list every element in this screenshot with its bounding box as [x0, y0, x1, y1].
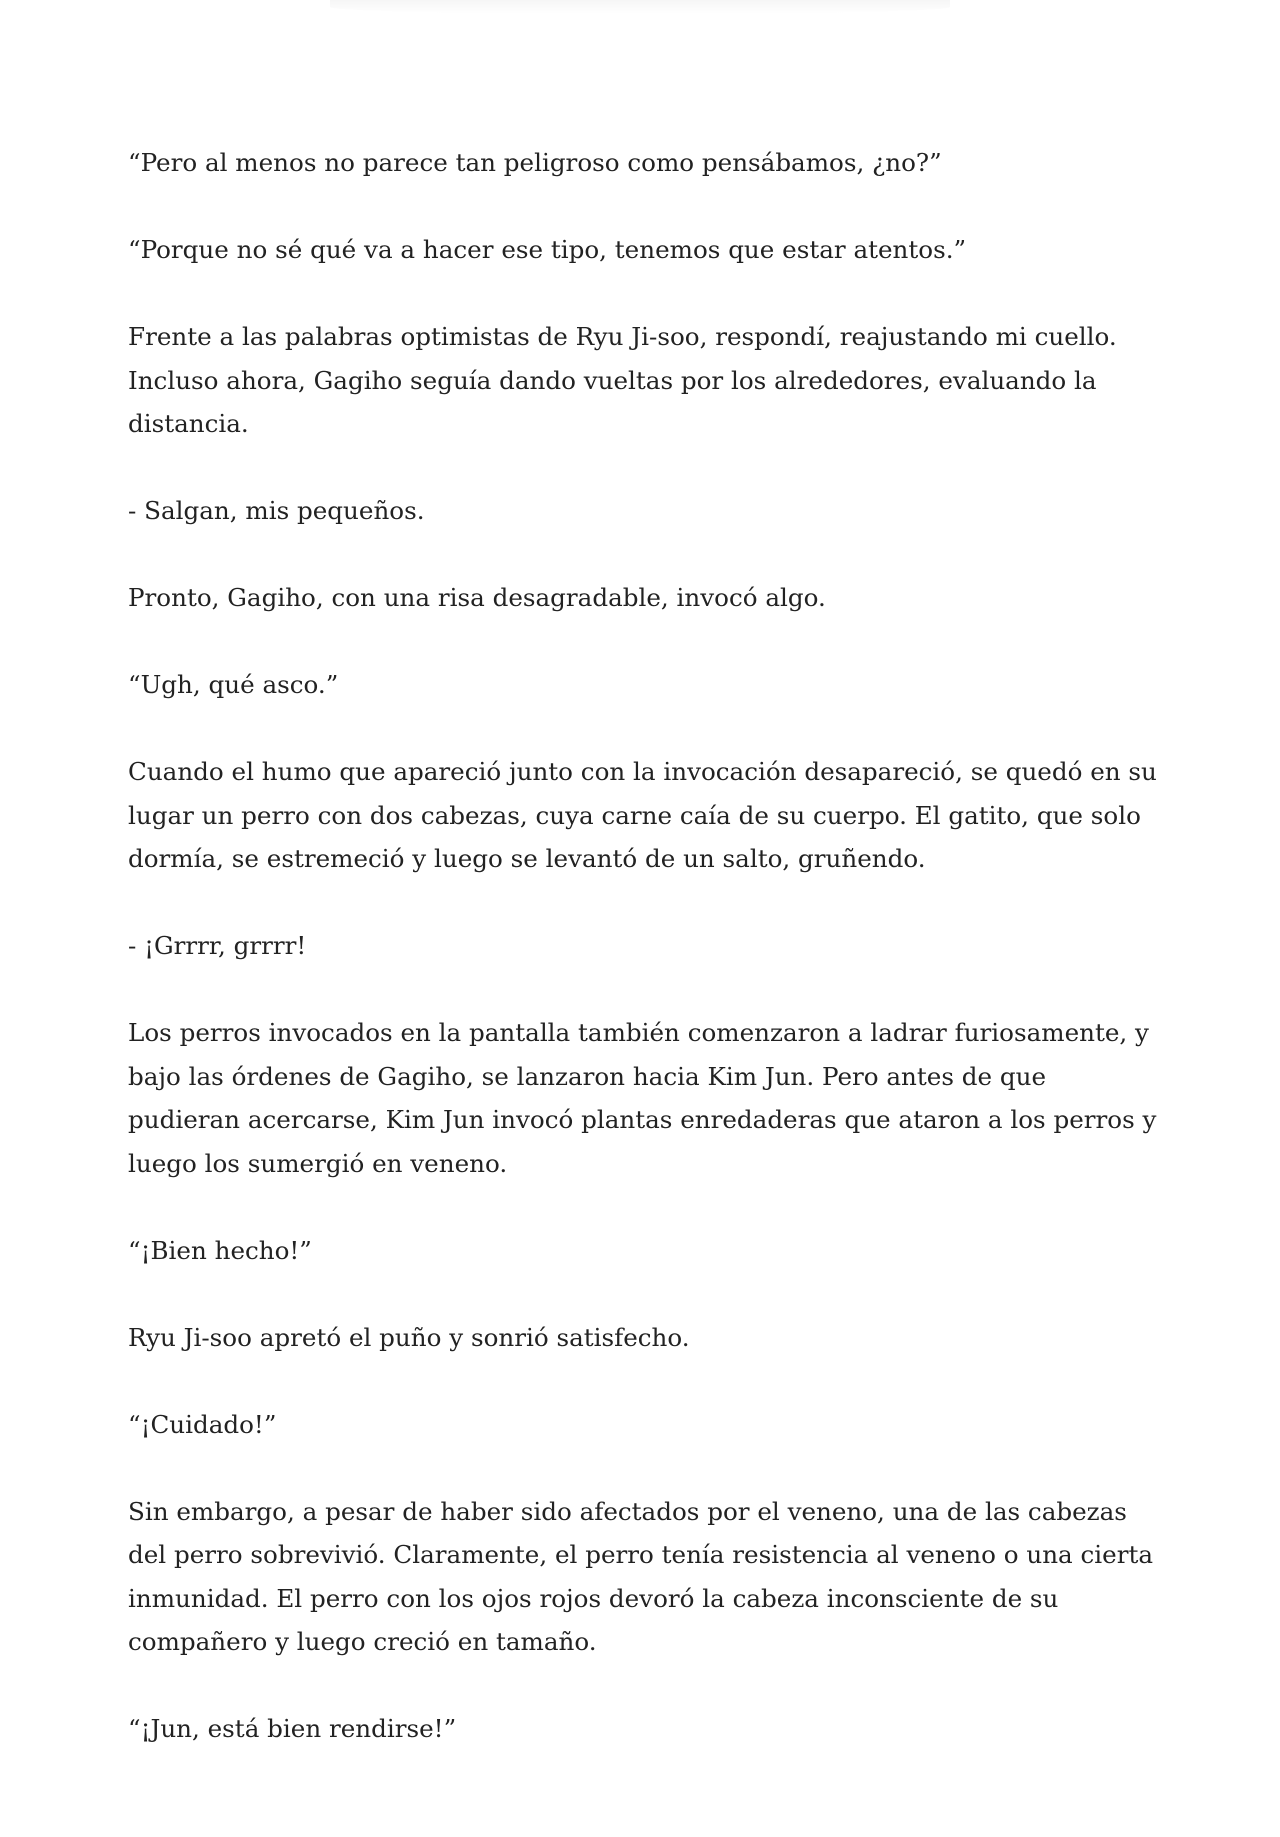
paragraph: “¡Cuidado!”	[128, 1409, 277, 1439]
paragraph: “Pero al menos no parece tan peligroso como pensábamos, ¿no?”	[128, 148, 942, 177]
paragraph: - Salgan, mis pequeños.	[128, 496, 425, 525]
paragraph: - ¡Grrrr, grrrr!	[128, 931, 307, 960]
paragraph: Los perros invocados en la pantalla también comenzaron a ladrar furiosamente, y bajo las órdenes de Gagiho, se lanzaron hacia Kim Jun. Pero antes de que pudieran acercarse, Kim Jun invocó plantas enredaderas que ataron a los perros y luego los sumergió en veneno.	[128, 1018, 1157, 1178]
page-body	[128, 141, 1158, 1794]
paragraph: “Porque no sé qué va a hacer ese tipo, tenemos que estar atentos.”	[128, 235, 967, 264]
paragraph: Cuando el humo que apareció junto con la invocación desapareció, se quedó en su lugar un perro con dos cabezas, cuya carne caía de su cuerpo. El gatito, que solo dormía, se estremeció y luego se levantó de un salto, gruñendo.	[128, 757, 1157, 873]
paragraph: “¡Bien hecho!”	[128, 1235, 312, 1265]
paragraph: “¡Jun, está bien rendirse!”	[128, 1714, 457, 1743]
paragraph: Ryu Ji-soo apretó el puño y sonrió satisfecho.	[128, 1322, 690, 1352]
paragraph: Pronto, Gagiho, con una risa desagradable, invocó algo.	[128, 583, 826, 612]
paragraph: Frente a las palabras optimistas de Ryu Ji-soo, respondí, reajustando mi cuello. Incluso ahora, Gagiho seguía dando vueltas por los alrededores, evaluando la distancia.	[128, 322, 1117, 438]
paragraph: Sin embargo, a pesar de haber sido afectados por el veneno, una de las cabezas del perro sobrevivió. Claramente, el perro tenía resistencia al veneno o una cierta inmunidad. El perro con los ojos rojos devoró la cabeza inconsciente de su compañero y luego creció en tamaño.	[128, 1496, 1154, 1656]
paragraph: “Ugh, qué asco.”	[128, 670, 339, 699]
top-shadow	[330, 0, 950, 14]
